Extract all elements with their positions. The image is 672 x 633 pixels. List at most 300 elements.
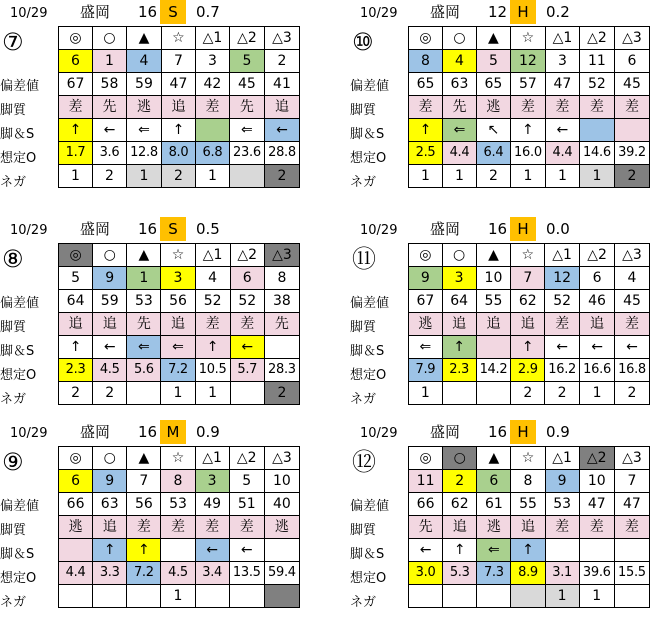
race-number: ⑧ xyxy=(2,245,24,273)
deviation-row xyxy=(59,493,300,516)
horse-row xyxy=(59,50,300,73)
horse-number-cell: 6 xyxy=(477,470,511,493)
leg-speed-cell: ← xyxy=(615,336,650,359)
horse-number-cell: 9 xyxy=(409,267,443,290)
leg-speed-cell xyxy=(579,119,614,142)
negative-cell: 2 xyxy=(511,382,545,405)
leg-speed-cell xyxy=(476,336,511,359)
deviation-cell: 62 xyxy=(443,493,477,516)
horse-number-cell: 3 xyxy=(195,50,229,73)
negative-cell: 1 xyxy=(409,165,443,188)
track-condition-value: 0.7 xyxy=(196,3,220,21)
running-style-cell: 追 xyxy=(161,96,195,119)
running-style-cell: 追 xyxy=(511,516,545,539)
label-running-style: 脚質 xyxy=(0,103,27,118)
horse-number-cell: 4 xyxy=(442,50,476,73)
field-size: 16 xyxy=(138,423,158,441)
mark-cell: ▲ xyxy=(476,244,511,267)
leg-speed-cell: ← xyxy=(230,336,264,359)
negative-cell: 1 xyxy=(579,165,614,188)
horse-number-cell: 12 xyxy=(510,50,545,73)
label-expected-odds: 想定O xyxy=(350,571,387,586)
leg-speed-cell xyxy=(614,119,649,142)
running-style-cell: 追 xyxy=(161,313,195,336)
negative-cell xyxy=(195,585,229,608)
running-style-cell: 逃 xyxy=(264,516,299,539)
running-style-cell: 逃 xyxy=(477,516,511,539)
odds-cell: 6.4 xyxy=(476,142,510,165)
track-condition-value: 0.0 xyxy=(546,220,570,238)
mark-cell: △3 xyxy=(264,447,299,470)
race-panel-2 xyxy=(350,0,650,200)
horse-number-cell: 9 xyxy=(93,470,127,493)
label-running-style: 脚質 xyxy=(0,320,27,335)
leg-speed-cell: ← xyxy=(409,539,443,562)
odds-cell: 8.9 xyxy=(511,562,545,585)
horse-number-cell: 9 xyxy=(545,470,579,493)
deviation-cell: 51 xyxy=(229,493,264,516)
deviation-cell: 47 xyxy=(545,73,579,96)
odds-cell: 4.4 xyxy=(545,142,579,165)
mark-cell: △3 xyxy=(264,244,299,267)
mark-cell: ☆ xyxy=(511,244,545,267)
odds-cell: 1.7 xyxy=(59,142,93,165)
mark-cell: ☆ xyxy=(511,447,545,470)
horse-number-cell: 3 xyxy=(161,267,195,290)
deviation-cell: 62 xyxy=(511,290,545,313)
running-style-cell: 差 xyxy=(510,96,545,119)
running-style-row xyxy=(59,96,300,119)
leg-speed-cell: ↑ xyxy=(409,119,443,142)
race-date: 10/29 xyxy=(10,223,48,238)
deviation-cell: 46 xyxy=(580,290,615,313)
horse-number-cell: 5 xyxy=(59,267,93,290)
mark-row xyxy=(409,27,650,50)
odds-cell: 4.4 xyxy=(442,142,476,165)
horse-row xyxy=(409,267,650,290)
running-style-cell: 差 xyxy=(127,516,161,539)
horse-number-cell: 6 xyxy=(230,267,264,290)
running-style-row xyxy=(409,516,650,539)
odds-cell: 16.0 xyxy=(510,142,545,165)
running-style-cell: 差 xyxy=(615,313,650,336)
mark-cell: △1 xyxy=(195,447,229,470)
label-leg-speed: 脚＆S xyxy=(350,127,385,142)
deviation-cell: 47 xyxy=(161,73,195,96)
running-style-cell: 追 xyxy=(443,516,477,539)
leg-speed-cell: ↑ xyxy=(59,336,93,359)
race-header xyxy=(350,420,650,444)
deviation-row xyxy=(59,290,300,313)
mark-cell: ☆ xyxy=(161,447,195,470)
leg-speed-cell: ⇐ xyxy=(442,119,476,142)
horse-number-cell: 7 xyxy=(161,50,195,73)
odds-cell: 28.8 xyxy=(264,142,299,165)
mark-cell: △2 xyxy=(230,244,264,267)
deviation-cell: 59 xyxy=(126,73,161,96)
odds-cell: 39.6 xyxy=(579,562,614,585)
mark-cell: ○ xyxy=(93,244,127,267)
leg-speed-row xyxy=(59,119,300,142)
mark-cell: ○ xyxy=(93,447,127,470)
track-condition-badge: S xyxy=(160,0,186,24)
row-labels xyxy=(350,292,408,412)
mark-cell: ▲ xyxy=(477,447,511,470)
mark-cell: △3 xyxy=(614,27,649,50)
deviation-cell: 66 xyxy=(59,493,93,516)
leg-speed-cell: ↑ xyxy=(511,336,545,359)
odds-cell: 2.9 xyxy=(511,359,545,382)
deviation-cell: 56 xyxy=(127,493,161,516)
race-date: 10/29 xyxy=(360,6,398,21)
label-running-style: 脚質 xyxy=(0,523,27,538)
odds-cell: 3.4 xyxy=(195,562,229,585)
running-style-cell: 差 xyxy=(161,516,195,539)
deviation-row xyxy=(409,290,650,313)
row-labels xyxy=(350,495,408,615)
track-condition-value: 0.9 xyxy=(196,423,220,441)
mark-row xyxy=(409,447,650,470)
label-running-style: 脚質 xyxy=(350,320,377,335)
deviation-cell: 45 xyxy=(229,73,264,96)
race-venue: 盛岡 xyxy=(80,3,111,21)
mark-cell: △1 xyxy=(545,27,579,50)
odds-cell: 6.8 xyxy=(195,142,229,165)
leg-speed-cell: ↑ xyxy=(443,539,477,562)
race-header xyxy=(350,217,650,241)
running-style-cell: 先 xyxy=(409,516,443,539)
running-style-cell: 先 xyxy=(442,96,476,119)
mark-cell: ☆ xyxy=(510,27,545,50)
running-style-cell: 先 xyxy=(127,313,161,336)
track-condition-value: 0.5 xyxy=(196,220,220,238)
odds-cell: 12.8 xyxy=(126,142,161,165)
negative-row xyxy=(59,382,300,405)
mark-cell: △2 xyxy=(580,244,615,267)
mark-cell: ◎ xyxy=(59,447,93,470)
odds-cell: 59.4 xyxy=(264,562,299,585)
horse-row xyxy=(59,267,300,290)
label-leg-speed: 脚＆S xyxy=(0,127,35,142)
mark-cell: ◎ xyxy=(409,27,443,50)
odds-cell: 16.8 xyxy=(615,359,650,382)
negative-row xyxy=(409,165,650,188)
mark-row xyxy=(59,447,300,470)
leg-speed-cell: ← xyxy=(545,336,580,359)
deviation-cell: 52 xyxy=(195,290,230,313)
odds-cell: 2.5 xyxy=(409,142,443,165)
race-date: 10/29 xyxy=(10,426,48,441)
running-style-row xyxy=(409,96,650,119)
horse-number-cell: 6 xyxy=(580,267,615,290)
horse-number-cell: 3 xyxy=(442,267,476,290)
mark-cell: ◎ xyxy=(409,447,443,470)
horse-number-cell: 1 xyxy=(92,50,126,73)
negative-cell xyxy=(127,585,161,608)
deviation-cell: 45 xyxy=(614,73,649,96)
label-negative: ネガ xyxy=(0,175,27,190)
label-leg-speed: 脚＆S xyxy=(0,344,35,359)
horse-number-cell: 8 xyxy=(409,50,443,73)
odds-cell: 8.0 xyxy=(161,142,195,165)
label-deviation: 偏差値 xyxy=(350,499,390,514)
race-header xyxy=(350,0,650,24)
race-header xyxy=(0,0,300,24)
odds-cell: 23.6 xyxy=(229,142,264,165)
odds-cell: 3.0 xyxy=(409,562,443,585)
horse-number-cell: 1 xyxy=(127,267,161,290)
horse-row xyxy=(59,470,300,493)
leg-speed-cell: ↑ xyxy=(511,539,545,562)
leg-speed-cell: ⇐ xyxy=(229,119,264,142)
negative-cell xyxy=(442,382,476,405)
running-style-cell: 追 xyxy=(264,96,299,119)
row-labels xyxy=(350,75,408,195)
mark-cell: △3 xyxy=(614,447,649,470)
label-expected-odds: 想定O xyxy=(350,368,387,383)
horse-number-cell: 10 xyxy=(264,470,299,493)
row-labels xyxy=(0,495,58,615)
negative-cell: 1 xyxy=(510,165,545,188)
label-negative: ネガ xyxy=(350,595,377,610)
horse-number-cell: 8 xyxy=(511,470,545,493)
mark-cell: ☆ xyxy=(161,244,195,267)
leg-speed-row xyxy=(59,336,300,359)
horse-number-cell: 7 xyxy=(511,267,545,290)
odds-cell: 7.3 xyxy=(477,562,511,585)
running-style-row xyxy=(409,313,650,336)
negative-cell: 1 xyxy=(195,382,230,405)
running-style-cell: 差 xyxy=(614,96,649,119)
odds-cell: 5.6 xyxy=(127,359,161,382)
label-leg-speed: 脚＆S xyxy=(350,344,385,359)
deviation-cell: 47 xyxy=(614,493,649,516)
odds-cell: 3.1 xyxy=(545,562,579,585)
mark-cell: ▲ xyxy=(126,27,161,50)
label-negative: ネガ xyxy=(350,392,377,407)
deviation-cell: 53 xyxy=(161,493,195,516)
deviation-cell: 41 xyxy=(264,73,299,96)
horse-number-cell: 12 xyxy=(545,267,580,290)
horse-number-cell: 11 xyxy=(409,470,443,493)
deviation-cell: 42 xyxy=(195,73,229,96)
leg-speed-cell xyxy=(264,539,299,562)
mark-cell: ◎ xyxy=(409,244,443,267)
race-venue: 盛岡 xyxy=(80,220,111,238)
horse-number-cell: 5 xyxy=(476,50,510,73)
negative-cell: 1 xyxy=(579,585,614,608)
negative-cell: 1 xyxy=(545,585,579,608)
track-condition-badge: H xyxy=(510,217,536,241)
deviation-cell: 63 xyxy=(442,73,476,96)
leg-speed-row xyxy=(409,336,650,359)
leg-speed-row xyxy=(59,539,300,562)
leg-speed-cell: ⇐ xyxy=(127,336,161,359)
negative-row xyxy=(409,585,650,608)
running-style-cell: 先 xyxy=(229,96,264,119)
label-leg-speed: 脚＆S xyxy=(350,547,385,562)
race-venue: 盛岡 xyxy=(430,220,461,238)
odds-cell: 13.5 xyxy=(229,562,264,585)
running-style-cell: 先 xyxy=(92,96,126,119)
race-date: 10/29 xyxy=(10,6,48,21)
deviation-cell: 47 xyxy=(579,493,614,516)
mark-cell: ○ xyxy=(442,27,476,50)
race-panel-4 xyxy=(350,217,650,417)
odds-row xyxy=(59,562,300,585)
odds-cell: 4.5 xyxy=(93,359,127,382)
deviation-row xyxy=(409,73,650,96)
negative-cell xyxy=(476,382,511,405)
leg-speed-cell: ← xyxy=(545,119,579,142)
mark-cell: △2 xyxy=(579,447,614,470)
negative-cell: 1 xyxy=(161,585,195,608)
field-size: 16 xyxy=(488,423,508,441)
deviation-cell: 58 xyxy=(92,73,126,96)
negative-cell: 1 xyxy=(126,165,161,188)
horse-number-cell: 5 xyxy=(229,470,264,493)
odds-cell: 7.2 xyxy=(161,359,195,382)
leg-speed-cell: ← xyxy=(264,119,299,142)
odds-cell: 14.6 xyxy=(579,142,614,165)
deviation-cell: 59 xyxy=(93,290,127,313)
odds-row xyxy=(409,562,650,585)
label-deviation: 偏差値 xyxy=(350,296,390,311)
negative-cell xyxy=(477,585,511,608)
deviation-cell: 45 xyxy=(615,290,650,313)
deviation-cell: 52 xyxy=(579,73,614,96)
odds-cell: 16.6 xyxy=(580,359,615,382)
track-condition-badge: H xyxy=(510,420,536,444)
field-size: 16 xyxy=(138,220,158,238)
label-running-style: 脚質 xyxy=(350,523,377,538)
negative-cell: 2 xyxy=(161,165,195,188)
label-expected-odds: 想定O xyxy=(0,368,37,383)
odds-cell: 28.3 xyxy=(264,359,299,382)
odds-row xyxy=(59,359,300,382)
horse-number-cell: 9 xyxy=(93,267,127,290)
leg-speed-cell: ↑ xyxy=(510,119,545,142)
deviation-cell: 67 xyxy=(409,290,443,313)
negative-cell xyxy=(230,382,264,405)
race-date: 10/29 xyxy=(360,426,398,441)
running-style-cell: 追 xyxy=(59,313,93,336)
negative-cell: 1 xyxy=(580,382,615,405)
mark-row xyxy=(59,244,300,267)
odds-cell: 5.7 xyxy=(230,359,264,382)
running-style-cell: 差 xyxy=(614,516,649,539)
mark-cell: ▲ xyxy=(127,447,161,470)
horse-number-cell: 8 xyxy=(264,267,299,290)
deviation-cell: 38 xyxy=(264,290,299,313)
negative-cell: 2 xyxy=(614,165,649,188)
leg-speed-cell xyxy=(579,539,614,562)
negative-cell xyxy=(409,585,443,608)
mark-cell: △1 xyxy=(545,447,579,470)
prediction-grid xyxy=(408,243,650,405)
race-date: 10/29 xyxy=(360,223,398,238)
mark-cell: ◎ xyxy=(59,27,93,50)
race-panel-6 xyxy=(350,420,650,620)
label-deviation: 偏差値 xyxy=(0,79,40,94)
running-style-cell: 差 xyxy=(195,516,229,539)
leg-speed-cell: ← xyxy=(92,119,126,142)
track-condition-value: 0.9 xyxy=(546,423,570,441)
race-panel-5 xyxy=(0,420,300,620)
odds-row xyxy=(59,142,300,165)
race-number: ⑨ xyxy=(2,448,24,476)
deviation-cell: 53 xyxy=(545,493,579,516)
label-expected-odds: 想定O xyxy=(0,571,37,586)
leg-speed-cell xyxy=(59,539,93,562)
leg-speed-row xyxy=(409,119,650,142)
deviation-cell: 64 xyxy=(442,290,476,313)
label-expected-odds: 想定O xyxy=(350,151,387,166)
prediction-grid xyxy=(408,26,650,188)
horse-number-cell: 4 xyxy=(615,267,650,290)
mark-cell: ▲ xyxy=(127,244,161,267)
mark-cell: ▲ xyxy=(476,27,510,50)
horse-number-cell: 11 xyxy=(579,50,614,73)
negative-cell: 2 xyxy=(59,382,93,405)
leg-speed-cell: ← xyxy=(229,539,264,562)
leg-speed-cell: ↑ xyxy=(442,336,476,359)
mark-cell: △1 xyxy=(195,244,230,267)
running-style-cell: 差 xyxy=(545,96,579,119)
negative-cell: 1 xyxy=(195,165,229,188)
odds-cell: 2.3 xyxy=(59,359,93,382)
horse-number-cell: 6 xyxy=(614,50,649,73)
leg-speed-cell: ← xyxy=(580,336,615,359)
negative-cell: 2 xyxy=(92,165,126,188)
horse-number-cell: 7 xyxy=(614,470,649,493)
field-size: 16 xyxy=(488,220,508,238)
track-condition-badge: S xyxy=(160,217,186,241)
negative-cell xyxy=(443,585,477,608)
horse-number-cell: 10 xyxy=(476,267,511,290)
label-deviation: 偏差値 xyxy=(0,296,40,311)
running-style-cell: 差 xyxy=(59,96,93,119)
mark-row xyxy=(409,244,650,267)
mark-cell: △1 xyxy=(195,27,229,50)
horse-row xyxy=(409,50,650,73)
negative-cell xyxy=(229,585,264,608)
running-style-cell: 追 xyxy=(442,313,476,336)
deviation-cell: 65 xyxy=(476,73,510,96)
running-style-cell: 差 xyxy=(230,313,264,336)
horse-number-cell: 7 xyxy=(127,470,161,493)
prediction-grid xyxy=(58,243,300,405)
mark-cell: △2 xyxy=(229,447,264,470)
race-number: ⑦ xyxy=(2,28,24,56)
row-labels xyxy=(0,292,58,412)
label-expected-odds: 想定O xyxy=(0,151,37,166)
running-style-cell: 差 xyxy=(579,96,614,119)
deviation-cell: 52 xyxy=(230,290,264,313)
race-venue: 盛岡 xyxy=(430,423,461,441)
running-style-cell: 差 xyxy=(229,516,264,539)
prediction-grid xyxy=(58,26,300,188)
negative-row xyxy=(409,382,650,405)
label-negative: ネガ xyxy=(0,392,27,407)
running-style-cell: 追 xyxy=(93,313,127,336)
running-style-cell: 追 xyxy=(476,313,511,336)
row-labels xyxy=(0,75,58,195)
mark-cell: △2 xyxy=(579,27,614,50)
negative-cell: 2 xyxy=(264,165,299,188)
horse-number-cell: 6 xyxy=(59,50,93,73)
race-venue: 盛岡 xyxy=(430,3,461,21)
